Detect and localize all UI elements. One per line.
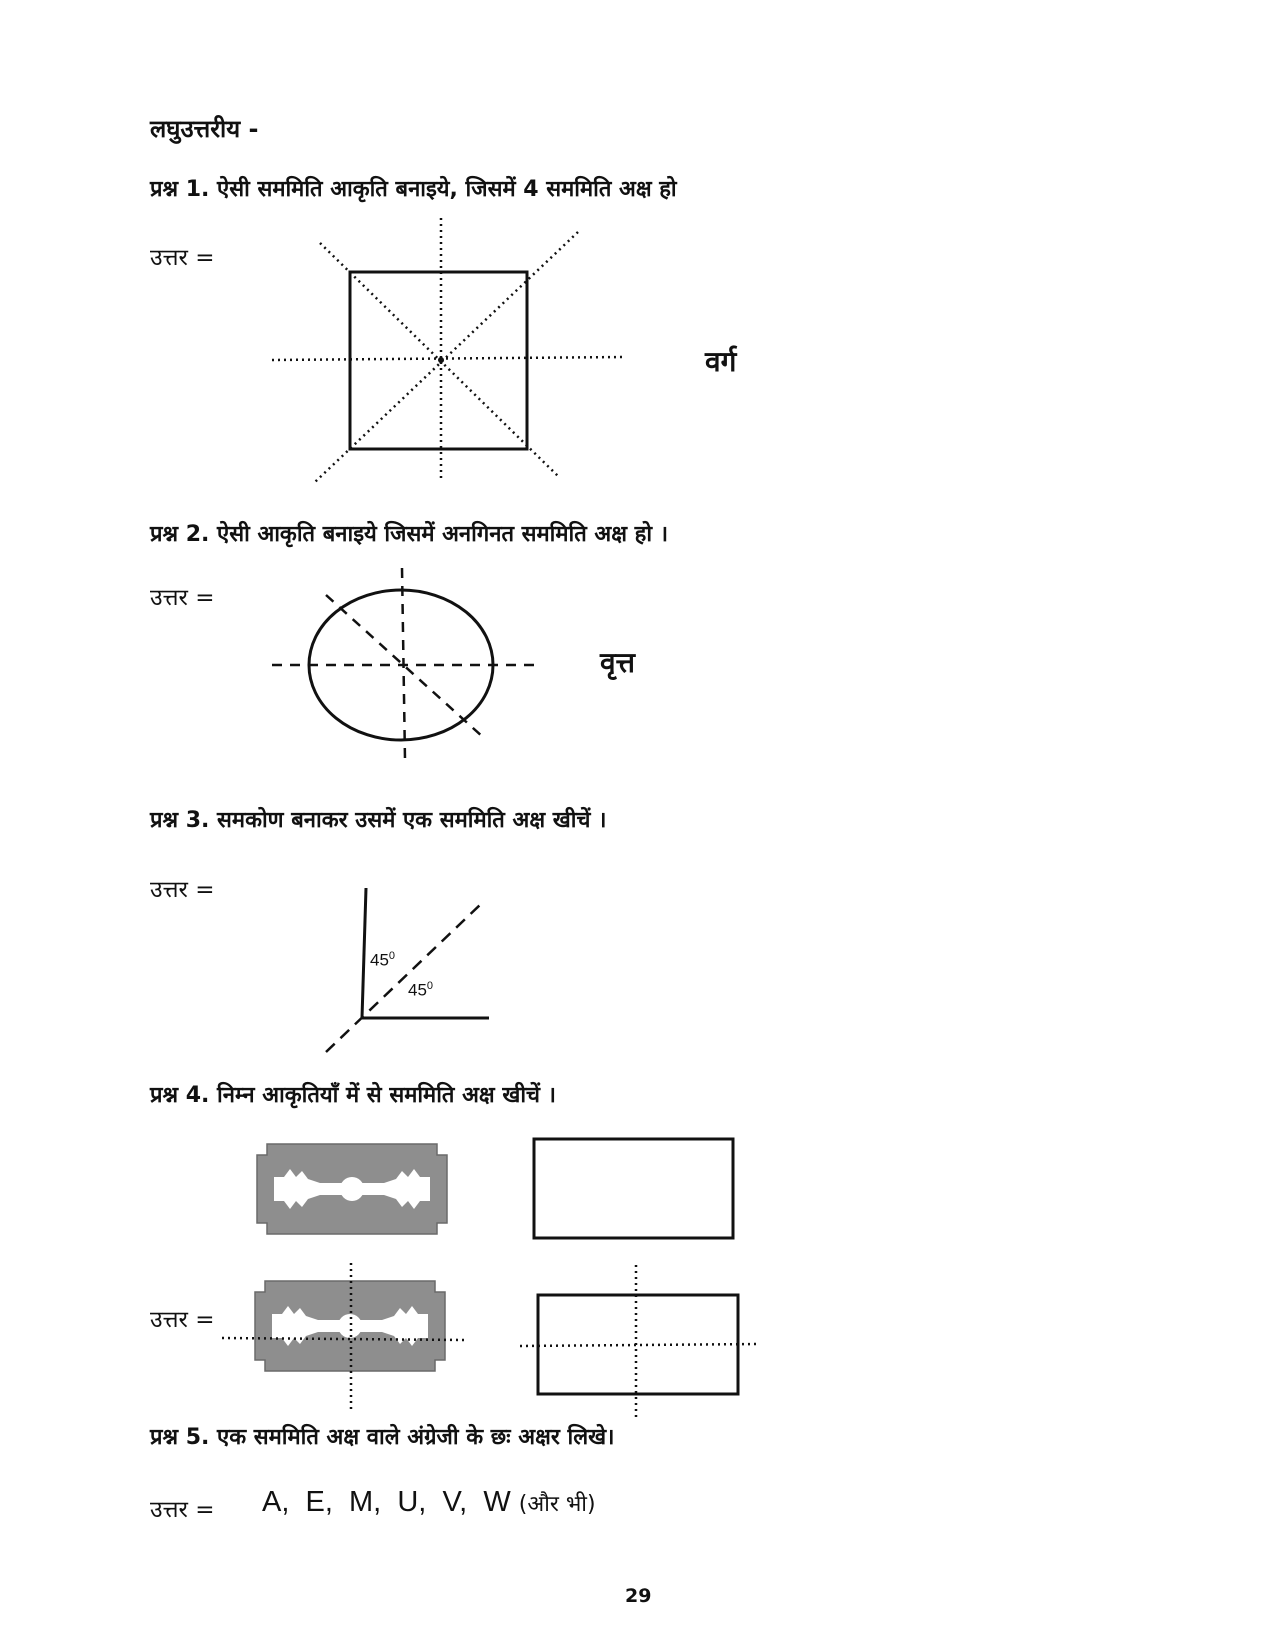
question-1: प्रश्न 1. ऐसी सममिति आकृति बनाइये, जिसमें 4 सममिति अक्ष हो [150, 177, 677, 202]
question-5: प्रश्न 5. एक सममिति अक्ष वाले अंग्रेजी के छः अक्षर लिखे। [150, 1425, 615, 1450]
answer-label-5: उत्तर = [150, 1497, 215, 1523]
circle-label: वृत्त [600, 646, 635, 679]
angle-value-upper: 45 [370, 950, 389, 970]
rectangle-horizontal-axis [520, 1344, 760, 1346]
square-center-point [438, 357, 444, 363]
square-figure [272, 218, 625, 482]
angle-unit-upper: 0 [388, 950, 396, 962]
page-number: 29 [625, 1585, 652, 1607]
answer-note: (और भी) [518, 1492, 596, 1517]
rectangle-answer-figure [520, 1265, 760, 1420]
answer-letters: A, E, M, U, V, W [262, 1486, 511, 1518]
question-3: प्रश्न 3. समकोण बनाकर उसमें एक सममिति अक्ष खीचें । [150, 808, 607, 833]
answer-label-2: उत्तर = [150, 585, 215, 611]
angle-unit-lower: 0 [426, 980, 434, 992]
answer-label-4: उत्तर = [150, 1307, 215, 1333]
angle-label-lower [408, 980, 433, 1001]
blade-answer-figure [222, 1263, 465, 1410]
angle-label-upper [370, 950, 395, 971]
rectangle-figure [534, 1139, 733, 1238]
square-horizontal-axis [272, 357, 625, 360]
answer-letters-line [262, 1486, 596, 1519]
square-diagonal-axis-2 [315, 232, 578, 482]
right-angle-vertical-arm [362, 888, 366, 1018]
circle-figure [272, 568, 540, 760]
question-2: प्रश्न 2. ऐसी आकृति बनाइये जिसमें अनगिनत सममिति अक्ष हो । [150, 522, 669, 547]
question-4: प्रश्न 4. निम्न आकृतियाँ में से सममिति अक्ष खीचें । [150, 1083, 557, 1108]
blade-figure [257, 1144, 447, 1234]
right-angle-figure [326, 888, 489, 1052]
answer-label-1: उत्तर = [150, 245, 215, 271]
angle-value-lower: 45 [408, 980, 427, 1000]
section-heading: लघुउत्तरीय - [150, 115, 259, 143]
answer-label-3: उत्तर = [150, 877, 215, 903]
angle-bisector-axis [326, 903, 482, 1052]
square-label: वर्ग [705, 345, 737, 378]
